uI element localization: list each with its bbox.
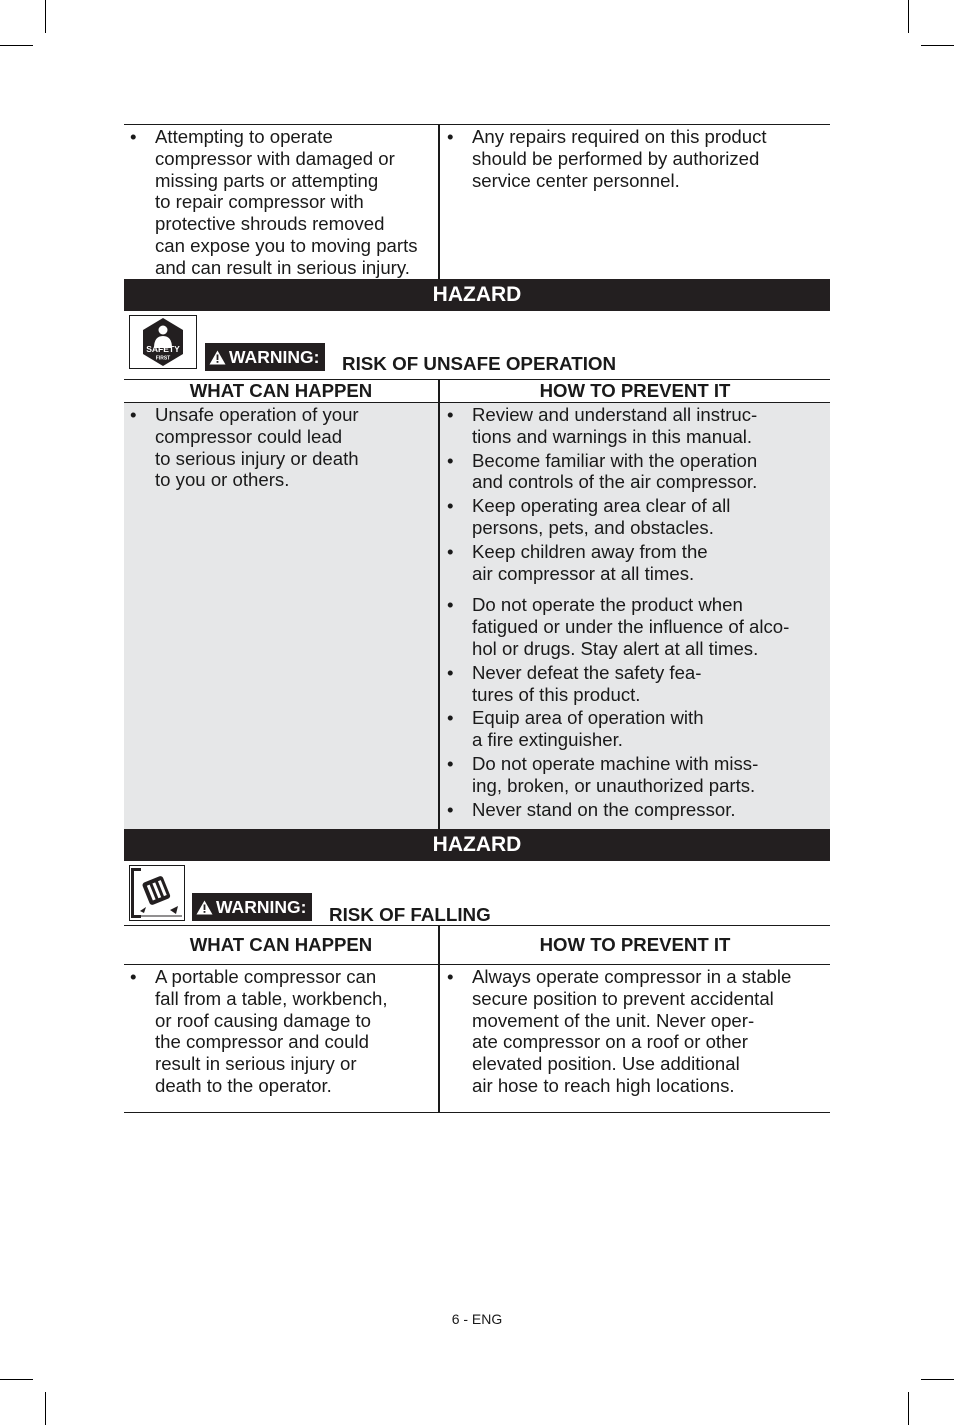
risk-title: RISK OF FALLING bbox=[329, 904, 491, 925]
crop-mark bbox=[908, 1392, 909, 1425]
crop-mark bbox=[921, 45, 954, 46]
hazard-heading bbox=[124, 861, 830, 925]
risk-title: RISK OF UNSAFE OPERATION bbox=[342, 353, 617, 374]
how-to-prevent-header: HOW TO PREVENT IT bbox=[539, 380, 731, 401]
bullet-list bbox=[441, 966, 830, 1097]
warning-badge bbox=[205, 343, 325, 371]
crop-mark bbox=[0, 45, 33, 46]
bullet-item: • Any repairs required on this product should be performed by authorized service center personnel. bbox=[441, 126, 830, 191]
crop-mark bbox=[45, 0, 46, 33]
bullet-item: • Review and understand all instruc- tions and warnings in this manual. bbox=[441, 404, 830, 448]
bullet-item: • Equip area of operation with a fire extinguisher. bbox=[441, 707, 830, 751]
warning-label: WARNING: bbox=[216, 897, 307, 917]
hazard-bar: HAZARD bbox=[124, 829, 830, 861]
warning-triangle-icon bbox=[196, 900, 213, 915]
what-can-happen-header: WHAT CAN HAPPEN bbox=[124, 380, 440, 402]
safety-first-text: SAFETY bbox=[146, 344, 180, 354]
how-to-prevent-cell bbox=[440, 965, 830, 1112]
bullet-list bbox=[441, 404, 830, 820]
hazard-bar: HAZARD bbox=[124, 279, 830, 311]
safety-first-subtext: FIRST bbox=[155, 355, 171, 362]
bullet-item: • Never stand on the compressor. bbox=[441, 799, 830, 821]
hazard-heading bbox=[124, 311, 830, 379]
what-can-happen-cell bbox=[124, 965, 440, 1112]
crop-mark bbox=[908, 0, 909, 33]
bullet-item: • Do not operate the product when fatigued or under the influence of alco- hol or drugs. Stay alert at all times. bbox=[441, 594, 830, 659]
bullet-list bbox=[124, 966, 438, 1097]
crop-mark bbox=[0, 1379, 33, 1380]
bullet-item: • Attempting to operate compressor with damaged or missing parts or attempting to repair compressor with protective shrouds removed can expose you to moving parts and can result in serious injury. bbox=[124, 126, 438, 279]
warning-triangle-icon bbox=[209, 350, 226, 365]
page-number: 6 - ENG bbox=[451, 1311, 503, 1327]
bullet-list bbox=[124, 126, 438, 279]
bullet-item: • Become familiar with the operation and controls of the air compressor. bbox=[441, 450, 830, 494]
bullet-item: • Do not operate machine with miss- ing, broken, or unauthorized parts. bbox=[441, 753, 830, 797]
bullet-item: • Never defeat the safety fea- tures of this product. bbox=[441, 662, 830, 706]
bullet-item: • Unsafe operation of your compressor could lead to serious injury or death to you or others. bbox=[124, 404, 438, 491]
safety-page bbox=[124, 124, 830, 1113]
crop-mark bbox=[45, 1392, 46, 1425]
continued-hazard-row bbox=[124, 124, 830, 279]
bullet-item: • Keep children away from the air compressor at all times. bbox=[441, 541, 830, 585]
how-to-prevent-cell bbox=[440, 403, 830, 829]
bullet-item: • Always operate compressor in a stable secure position to prevent accidental movement of the unit. Never oper- ate compressor on a roof or other elevated position. Use additional air hose to reach high locations. bbox=[441, 966, 830, 1097]
bullet-list bbox=[124, 404, 438, 491]
how-to-prevent-cell bbox=[440, 125, 830, 279]
bullet-item: • A portable compressor can fall from a table, workbench, or roof causing damage to the compressor and could result in serious injury or death to the operator. bbox=[124, 966, 438, 1097]
falling-compressor-icon bbox=[129, 865, 185, 921]
what-can-happen-cell bbox=[124, 125, 440, 279]
warning-badge bbox=[192, 893, 312, 921]
what-can-happen-cell bbox=[124, 403, 440, 829]
safety-first-icon bbox=[129, 315, 197, 369]
hazard-content-row bbox=[124, 965, 830, 1113]
column-headers bbox=[124, 925, 830, 965]
crop-mark bbox=[921, 1379, 954, 1380]
how-to-prevent-header: HOW TO PREVENT IT bbox=[539, 934, 731, 955]
bullet-list bbox=[441, 126, 830, 191]
warning-label: WARNING: bbox=[229, 347, 320, 367]
hazard-content-row bbox=[124, 403, 830, 829]
what-can-happen-header: WHAT CAN HAPPEN bbox=[124, 926, 440, 964]
column-headers bbox=[124, 379, 830, 403]
bullet-item: • Keep operating area clear of all persons, pets, and obstacles. bbox=[441, 495, 830, 539]
